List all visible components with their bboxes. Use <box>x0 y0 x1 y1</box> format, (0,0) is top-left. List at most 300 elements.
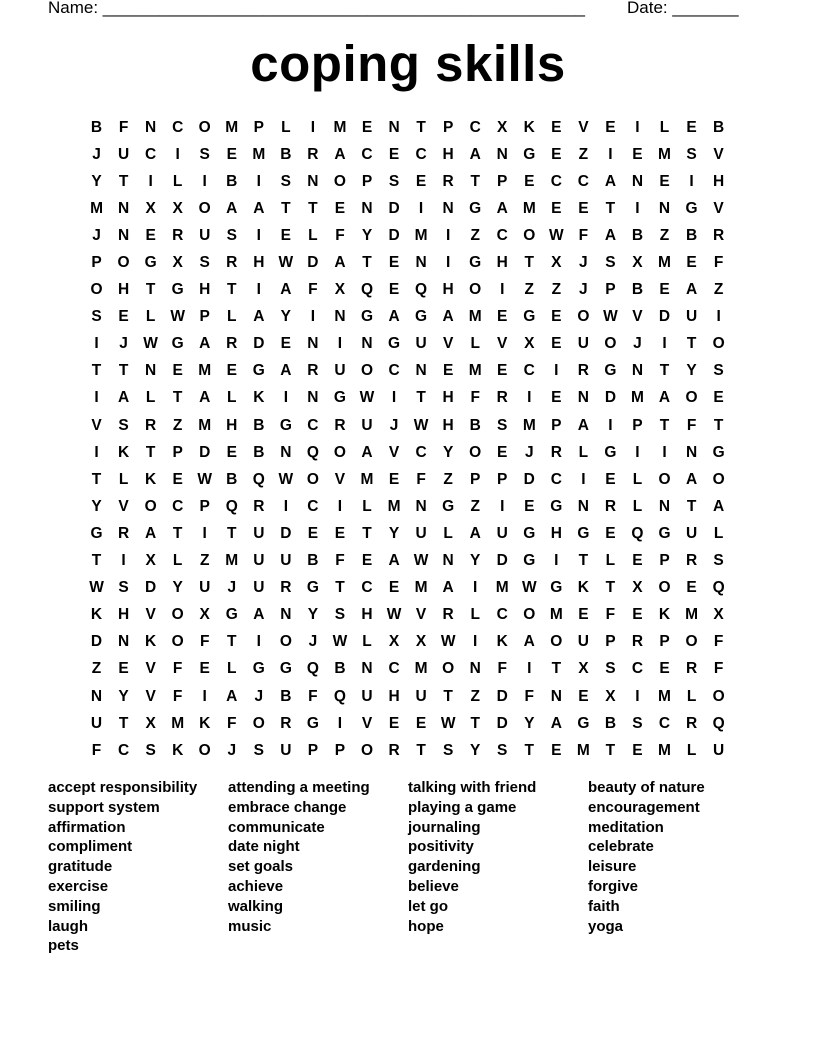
grid-letter: I <box>337 497 343 515</box>
grid-letter: P <box>361 172 373 190</box>
grid-letter: V <box>632 308 643 326</box>
grid-letter: V <box>713 199 724 217</box>
word-list-item: communicate <box>228 818 325 836</box>
grid-letter: S <box>118 579 129 597</box>
grid-letter: P <box>334 741 346 759</box>
grid-letter: E <box>334 199 346 217</box>
grid-letter: L <box>632 470 643 488</box>
grid-letter: I <box>662 335 667 353</box>
grid-letter: G <box>604 443 617 461</box>
grid-row <box>83 385 732 412</box>
grid-letter: D <box>658 308 671 326</box>
grid-letter: T <box>524 254 534 272</box>
grid-letter: T <box>470 172 480 190</box>
grid-letter: B <box>253 443 265 461</box>
grid-letter: I <box>148 172 153 190</box>
word-list-item: beauty of nature <box>588 779 705 796</box>
grid-letter: A <box>496 199 508 217</box>
grid-letter: F <box>335 552 345 570</box>
grid-letter: R <box>253 497 265 515</box>
word-column <box>48 778 228 956</box>
grid-letter: G <box>306 579 319 597</box>
grid-letter: J <box>227 741 237 759</box>
grid-letter: E <box>226 443 237 461</box>
grid-letter: E <box>172 470 183 488</box>
grid-letter: E <box>524 497 535 515</box>
grid-letter: E <box>497 443 508 461</box>
grid-letter: O <box>171 606 184 624</box>
word-list-item: forgive <box>588 877 639 895</box>
word-list-item: laugh <box>48 917 88 935</box>
grid-letter: M <box>198 416 212 434</box>
grid-letter: F <box>497 660 507 678</box>
grid-letter: N <box>658 199 671 217</box>
word-list-item: gardening <box>408 858 481 876</box>
word-list-item: talking with friend <box>408 779 537 796</box>
grid-letter: E <box>226 362 237 380</box>
grid-letter: N <box>145 362 157 380</box>
grid-letter: M <box>658 145 671 163</box>
grid-letter: T <box>551 660 562 678</box>
grid-letter: J <box>119 335 128 353</box>
word-list-item: music <box>228 917 272 935</box>
grid-letter: Y <box>280 308 292 326</box>
grid-letter: S <box>442 741 454 759</box>
grid-letter: R <box>685 660 698 678</box>
grid-letter: A <box>685 470 698 488</box>
grid-letter: E <box>713 389 724 407</box>
grid-letter: X <box>713 606 724 624</box>
grid-letter: B <box>280 145 292 163</box>
grid-letter: C <box>117 741 130 759</box>
grid-letter: M <box>468 362 482 380</box>
grid-letter: G <box>685 199 698 217</box>
grid-letter: S <box>199 145 210 163</box>
grid-letter: H <box>442 281 454 299</box>
grid-letter: L <box>686 687 697 705</box>
grid-letter: N <box>361 660 373 678</box>
grid-letter: E <box>199 660 210 678</box>
grid-letter: C <box>415 145 427 163</box>
grid-letter: K <box>172 741 184 759</box>
grid-letter: F <box>524 687 534 705</box>
grid-letter: E <box>361 552 373 570</box>
grid-letter: S <box>145 741 156 759</box>
grid-letter: T <box>416 741 426 759</box>
grid-letter: J <box>308 633 318 651</box>
grid-letter: G <box>577 524 590 542</box>
grid-letter: A <box>442 579 454 597</box>
grid-letter: Z <box>91 660 102 678</box>
grid-letter: P <box>470 470 481 488</box>
grid-letter: N <box>361 199 373 217</box>
grid-letter: U <box>685 308 698 326</box>
grid-letter: U <box>90 714 103 732</box>
grid-letter: Z <box>199 552 210 570</box>
grid-letter: I <box>94 335 99 353</box>
word-column <box>408 778 588 956</box>
grid-letter: T <box>172 524 183 542</box>
grid-letter: O <box>685 633 698 651</box>
grid-letter: A <box>469 145 481 163</box>
grid-letter: R <box>280 714 292 732</box>
grid-letter: B <box>631 226 644 244</box>
grid-letter: A <box>469 524 481 542</box>
grid-letter: X <box>578 660 589 678</box>
grid-letter: N <box>117 633 130 651</box>
grid-letter: U <box>253 552 265 570</box>
grid-letter: Z <box>172 416 183 434</box>
grid-letter: Q <box>360 281 374 299</box>
word-list-item: smiling <box>48 897 101 915</box>
word-list-item: exercise <box>48 877 109 895</box>
grid-letter: D <box>523 470 535 488</box>
grid-letter: W <box>413 552 429 570</box>
grid-row <box>83 168 732 195</box>
grid-letter: I <box>635 118 640 136</box>
grid-letter: K <box>199 714 211 732</box>
grid-letter: H <box>550 524 562 542</box>
grid-letter: E <box>659 660 670 678</box>
grid-letter: B <box>226 172 238 190</box>
grid-letter: S <box>497 741 508 759</box>
grid-letter: Q <box>712 714 725 732</box>
grid-letter: O <box>117 254 130 272</box>
grid-letter: Y <box>91 172 102 190</box>
grid-letter: X <box>172 199 183 217</box>
grid-letter: C <box>307 497 319 515</box>
grid-letter: M <box>225 118 239 136</box>
grid-letter: Y <box>307 606 319 624</box>
grid-letter: Y <box>91 497 102 515</box>
grid-letter: M <box>468 308 482 326</box>
grid-letter: W <box>603 308 618 326</box>
grid-letter: P <box>442 118 454 136</box>
grid-letter: C <box>388 660 400 678</box>
grid-letter: A <box>604 172 617 190</box>
word-list-item: gratitude <box>48 858 113 876</box>
grid-letter: O <box>469 281 482 299</box>
word-list-item: celebrate <box>588 838 654 856</box>
grid-letter: V <box>713 145 724 163</box>
grid-letter: M <box>658 254 671 272</box>
grid-letter: I <box>337 714 343 732</box>
grid-letter: N <box>496 145 508 163</box>
grid-letter: B <box>253 416 265 434</box>
word-list-item: leisure <box>588 858 637 876</box>
grid-letter: L <box>227 389 237 407</box>
grid-letter: T <box>118 362 129 380</box>
grid-letter: Z <box>524 281 534 299</box>
grid-letter: I <box>94 443 99 461</box>
grid-letter: L <box>362 633 372 651</box>
grid-letter: C <box>550 172 562 190</box>
grid-letter: E <box>415 172 427 190</box>
grid-letter: S <box>388 172 400 190</box>
grid-letter: O <box>360 362 374 380</box>
grid-letter: W <box>549 226 564 244</box>
grid-letter: L <box>659 118 670 136</box>
grid-letter: J <box>579 281 588 299</box>
grid-letter: Z <box>551 281 562 299</box>
grid-letter: R <box>307 362 319 380</box>
grid-row <box>83 520 732 547</box>
grid-letter: I <box>608 416 613 434</box>
word-list-item: hope <box>408 917 444 935</box>
grid-letter: B <box>334 660 346 678</box>
grid-letter: I <box>635 687 640 705</box>
grid-letter: X <box>334 281 346 299</box>
grid-letter: I <box>94 389 99 407</box>
grid-letter: N <box>577 389 589 407</box>
grid-letter: E <box>226 145 237 163</box>
grid-letter: I <box>635 443 640 461</box>
grid-letter: F <box>172 687 183 705</box>
grid-letter: Y <box>118 687 129 705</box>
grid-letter: G <box>252 660 265 678</box>
grid-letter: D <box>496 687 508 705</box>
grid-letter: R <box>685 714 698 732</box>
grid-letter: I <box>527 660 532 678</box>
grid-letter: R <box>496 389 508 407</box>
grid-letter: O <box>279 633 292 651</box>
grid-letter: U <box>415 524 427 542</box>
grid-letter: U <box>199 226 211 244</box>
grid-letter: F <box>199 633 210 651</box>
grid-letter: O <box>198 199 211 217</box>
grid-letter: N <box>577 497 589 515</box>
grid-letter: E <box>605 118 616 136</box>
grid-letter: M <box>522 199 536 217</box>
grid-letter: F <box>713 633 724 651</box>
grid-row <box>83 629 732 656</box>
grid-letter: S <box>253 741 264 759</box>
grid-letter: D <box>90 633 103 651</box>
grid-letter: N <box>415 362 427 380</box>
grid-letter: O <box>712 687 725 705</box>
grid-letter: K <box>577 579 589 597</box>
grid-letter: O <box>658 470 671 488</box>
grid-letter: I <box>527 389 532 407</box>
grid-letter: N <box>280 443 292 461</box>
grid-letter: C <box>469 118 481 136</box>
grid-letter: H <box>496 254 508 272</box>
grid-letter: Y <box>470 552 481 570</box>
grid-letter: P <box>497 172 508 190</box>
word-list-item: date night <box>228 838 300 856</box>
grid-row <box>83 710 732 737</box>
grid-letter: N <box>280 606 292 624</box>
grid-letter: T <box>470 714 480 732</box>
grid-letter: E <box>118 660 129 678</box>
grid-letter: R <box>172 226 184 244</box>
grid-letter: G <box>469 254 482 272</box>
grid-row <box>83 114 732 141</box>
grid-letter: V <box>578 118 589 136</box>
grid-letter: E <box>551 335 562 353</box>
grid-letter: Q <box>306 443 319 461</box>
grid-letter: A <box>388 552 400 570</box>
grid-letter: A <box>199 389 211 407</box>
grid-letter: T <box>145 443 156 461</box>
grid-letter: A <box>361 443 373 461</box>
grid-letter: A <box>117 389 130 407</box>
grid-letter: L <box>713 524 724 542</box>
grid-letter: B <box>469 416 481 434</box>
grid-letter: Z <box>443 470 453 488</box>
grid-letter: Y <box>361 226 373 244</box>
word-list-item: walking <box>228 897 284 915</box>
grid-letter: C <box>658 714 671 732</box>
grid-letter: T <box>335 579 345 597</box>
grid-letter: S <box>632 714 643 732</box>
grid-letter: Q <box>225 497 238 515</box>
grid-letter: T <box>172 389 183 407</box>
grid-letter: T <box>416 389 426 407</box>
grid-letter: L <box>632 497 643 515</box>
grid-letter: C <box>307 416 319 434</box>
grid-letter: B <box>90 118 103 136</box>
grid-letter: G <box>279 660 292 678</box>
grid-letter: O <box>171 633 184 651</box>
grid-letter: P <box>199 497 210 515</box>
grid-letter: E <box>388 714 400 732</box>
grid-letter: V <box>145 660 156 678</box>
grid-letter: X <box>497 118 508 136</box>
grid-letter: R <box>117 524 130 542</box>
grid-letter: R <box>226 335 238 353</box>
grid-letter: K <box>90 606 103 624</box>
grid-letter: M <box>225 552 239 570</box>
grid-letter: V <box>442 335 454 353</box>
grid-letter: W <box>440 714 456 732</box>
grid-letter: I <box>283 497 288 515</box>
grid-row <box>83 304 732 331</box>
grid-letter: T <box>605 741 616 759</box>
word-column <box>228 778 408 956</box>
grid-letter: P <box>307 741 319 759</box>
grid-letter: R <box>550 443 562 461</box>
word-column <box>588 778 768 956</box>
grid-letter: I <box>445 254 451 272</box>
word-list-item: accept responsibility <box>48 779 198 796</box>
grid-letter: E <box>442 362 454 380</box>
grid-letter: F <box>308 687 318 705</box>
grid-letter: S <box>334 606 346 624</box>
grid-letter: I <box>689 172 694 190</box>
grid-letter: Q <box>631 524 644 542</box>
grid-letter: W <box>521 579 537 597</box>
grid-letter: T <box>578 552 589 570</box>
grid-letter: O <box>658 579 671 597</box>
grid-letter: L <box>145 308 156 326</box>
grid-letter: M <box>360 470 374 488</box>
grid-letter: M <box>658 741 671 759</box>
grid-letter: E <box>551 389 562 407</box>
grid-letter: J <box>579 254 588 272</box>
grid-letter: E <box>388 254 400 272</box>
grid-letter: C <box>496 226 508 244</box>
grid-letter: C <box>523 362 535 380</box>
grid-letter: E <box>578 606 589 624</box>
grid-row <box>83 602 732 629</box>
grid-letter: P <box>659 633 670 651</box>
grid-row <box>83 493 732 520</box>
grid-letter: D <box>604 389 617 407</box>
grid-letter: E <box>578 199 589 217</box>
grid-letter: U <box>199 579 211 597</box>
grid-letter: G <box>252 362 265 380</box>
grid-letter: O <box>550 633 563 651</box>
grid-letter: T <box>686 497 697 515</box>
grid-letter: H <box>199 281 211 299</box>
grid-letter: R <box>226 254 238 272</box>
grid-letter: G <box>333 389 346 407</box>
grid-letter: O <box>306 470 319 488</box>
grid-letter: M <box>685 606 699 624</box>
word-list-item: compliment <box>48 838 133 856</box>
grid-letter: Q <box>333 687 346 705</box>
grid-letter: B <box>685 226 698 244</box>
grid-letter: C <box>550 470 562 488</box>
grid-letter: U <box>685 524 698 542</box>
grid-letter: E <box>118 308 129 326</box>
grid-letter: I <box>256 281 261 299</box>
word-list-item: believe <box>408 877 459 895</box>
grid-letter: X <box>632 579 643 597</box>
grid-letter: I <box>256 226 261 244</box>
word-list-item: achieve <box>228 877 284 895</box>
grid-letter: C <box>172 497 184 515</box>
grid-letter: D <box>280 524 292 542</box>
grid-letter: R <box>685 552 698 570</box>
grid-letter: Y <box>442 443 454 461</box>
grid-letter: Q <box>252 470 265 488</box>
grid-letter: V <box>145 606 156 624</box>
grid-letter: G <box>360 308 374 326</box>
grid-letter: C <box>361 579 373 597</box>
grid-letter: A <box>199 335 211 353</box>
grid-letter: C <box>631 660 644 678</box>
grid-letter: K <box>117 443 130 461</box>
grid-letter: X <box>632 254 643 272</box>
grid-letter: U <box>253 579 265 597</box>
grid-letter: Y <box>388 524 400 542</box>
grid-letter: M <box>90 199 103 217</box>
grid-letter: C <box>361 145 373 163</box>
grid-letter: D <box>496 552 508 570</box>
grid-letter: W <box>440 633 456 651</box>
grid-letter: S <box>118 416 129 434</box>
grid-letter: Z <box>578 145 589 163</box>
grid-letter: A <box>334 145 346 163</box>
grid-letter: M <box>171 714 185 732</box>
grid-letter: I <box>310 118 316 136</box>
grid-letter: H <box>442 145 454 163</box>
grid-letter: V <box>415 606 427 624</box>
grid-letter: D <box>496 714 508 732</box>
grid-letter: W <box>170 308 185 326</box>
grid-letter: D <box>307 254 319 272</box>
grid-letter: A <box>685 281 698 299</box>
grid-letter: J <box>227 579 237 597</box>
grid-letter: I <box>554 552 559 570</box>
grid-letter: W <box>359 389 375 407</box>
grid-letter: L <box>443 524 453 542</box>
grid-letter: V <box>118 497 129 515</box>
grid-letter: F <box>91 741 102 759</box>
grid-letter: T <box>605 199 616 217</box>
